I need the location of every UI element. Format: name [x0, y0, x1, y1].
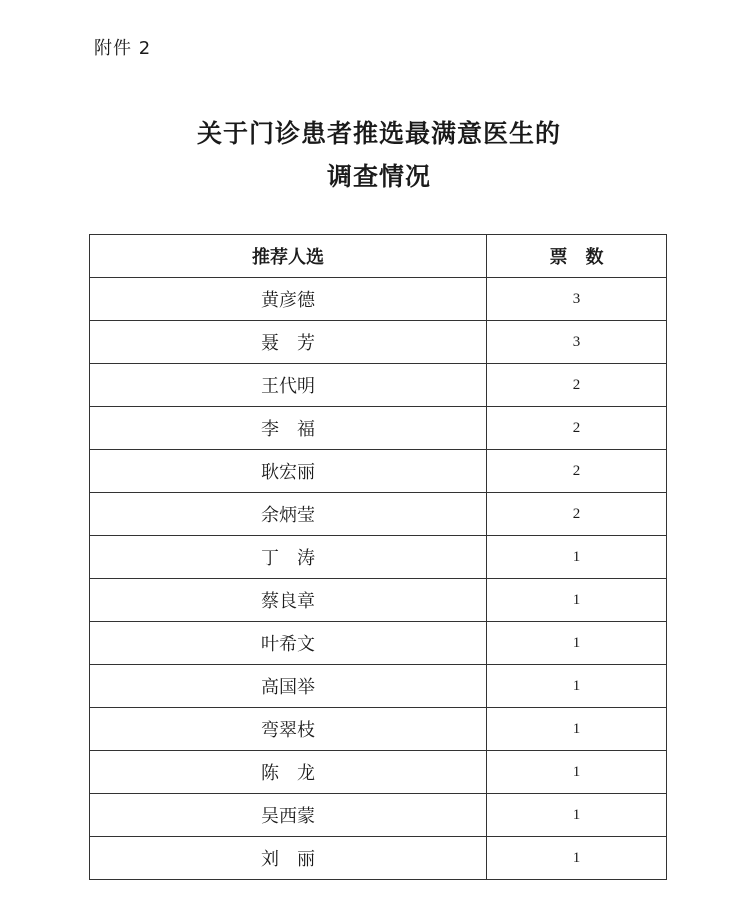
header-candidate: 推荐人选 [90, 235, 487, 278]
table-row [90, 622, 667, 665]
vote-count: 1 [487, 622, 667, 665]
vote-count: 1 [487, 665, 667, 708]
vote-count: 2 [487, 493, 667, 536]
vote-count: 1 [487, 751, 667, 794]
vote-count: 1 [487, 794, 667, 837]
table-row [90, 321, 667, 364]
candidate-name: 弯翠枝 [90, 708, 487, 751]
table-row [90, 450, 667, 493]
table-row [90, 364, 667, 407]
table-row [90, 493, 667, 536]
document-title-line-2: 调查情况 [326, 162, 431, 191]
candidate-name: 聂 芳 [90, 321, 487, 364]
table-row [90, 665, 667, 708]
candidate-name: 丁 涛 [90, 536, 487, 579]
vote-count: 3 [487, 321, 667, 364]
candidate-name: 蔡良章 [90, 579, 487, 622]
vote-count: 3 [487, 278, 667, 321]
candidate-name: 陈 龙 [90, 751, 487, 794]
vote-count: 2 [487, 364, 667, 407]
vote-count: 2 [487, 450, 667, 493]
candidate-name: 刘 丽 [90, 837, 487, 880]
vote-count: 1 [487, 536, 667, 579]
vote-count: 2 [487, 407, 667, 450]
table-row [90, 751, 667, 794]
table-row [90, 708, 667, 751]
header-votes: 票 数 [487, 235, 667, 278]
candidate-name: 耿宏丽 [90, 450, 487, 493]
table-row [90, 407, 667, 450]
vote-table [89, 234, 667, 880]
table-row [90, 278, 667, 321]
table-row [90, 536, 667, 579]
candidate-name: 黄彦德 [90, 278, 487, 321]
table-row [90, 579, 667, 622]
vote-count: 1 [487, 837, 667, 880]
vote-count: 1 [487, 708, 667, 751]
candidate-name: 王代明 [90, 364, 487, 407]
candidate-name: 余炳莹 [90, 493, 487, 536]
table-row [90, 837, 667, 880]
table-header-row [90, 235, 667, 278]
candidate-name: 高国举 [90, 665, 487, 708]
table-row [90, 794, 667, 837]
attachment-label: 附件 2 [94, 38, 152, 59]
candidate-name: 叶希文 [90, 622, 487, 665]
candidate-name: 吴西蒙 [90, 794, 487, 837]
document-title-line-1: 关于门诊患者推选最满意医生的 [196, 119, 561, 148]
vote-count: 1 [487, 579, 667, 622]
candidate-name: 李 福 [90, 407, 487, 450]
